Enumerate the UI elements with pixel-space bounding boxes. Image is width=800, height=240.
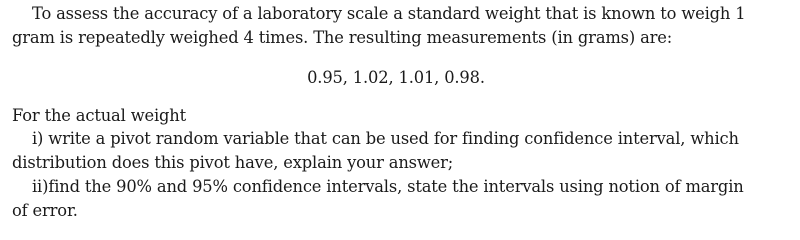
measurements-list: 0.95, 1.02, 1.01, 0.98. bbox=[307, 68, 485, 87]
intro-text-line-2: gram is repeatedly weighed 4 times. The resulting measurements (in grams) are: bbox=[12, 28, 673, 47]
prompt-text: For the actual weight bbox=[12, 106, 187, 125]
part-ii-text-line-1: ii)find the 90% and 95% confidence intervals, state the intervals using notion of margin bbox=[32, 177, 744, 196]
part-ii-text-line-2: of error. bbox=[12, 201, 78, 220]
part-i-text-line-1: i) write a pivot random variable that can be used for finding confidence interval, which bbox=[32, 129, 739, 148]
intro-text-line-1: To assess the accuracy of a laboratory scale a standard weight that is known to weigh 1 bbox=[32, 4, 746, 23]
part-i-text-line-2: distribution does this pivot have, explain your answer; bbox=[12, 153, 454, 172]
